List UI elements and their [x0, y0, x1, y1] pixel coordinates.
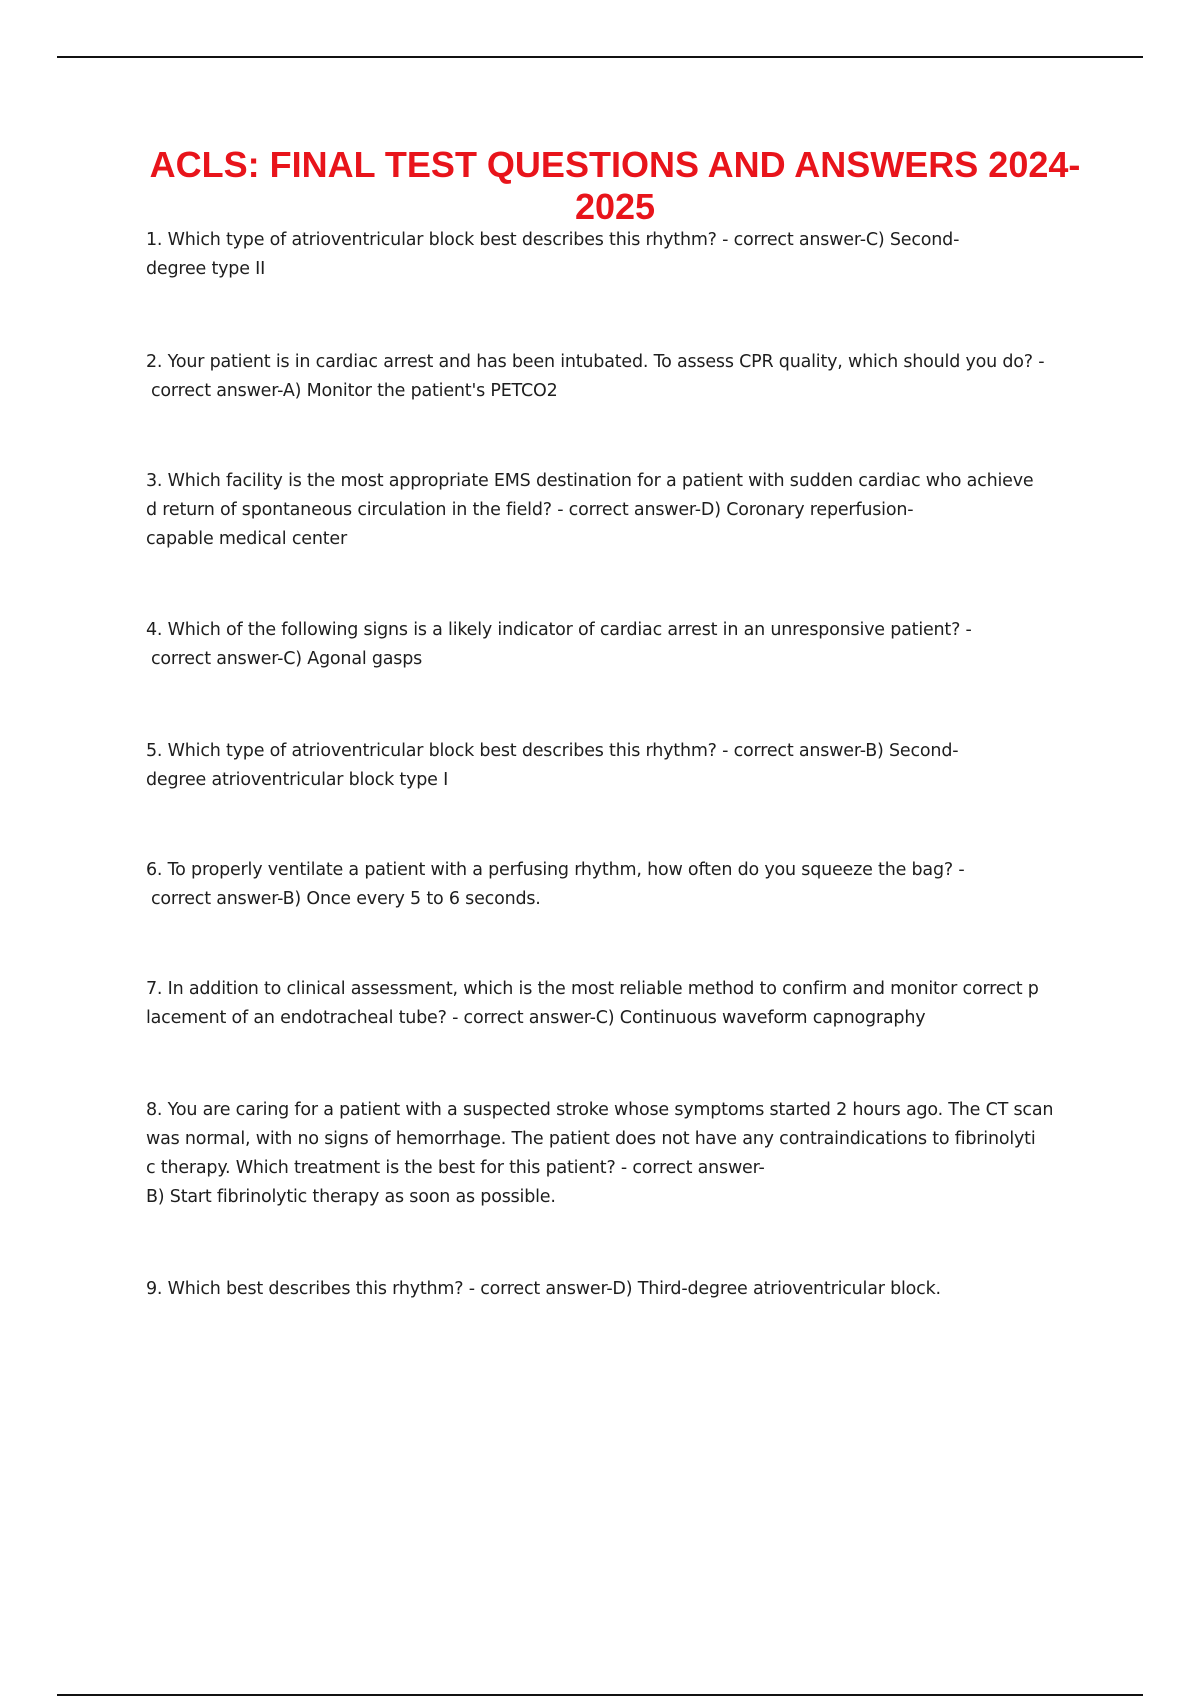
question-8 [146, 1096, 1096, 1212]
question-6-line-1: 6. To properly ventilate a patient with a perfusing rhythm, how often do you squeeze the bag? - [146, 860, 965, 880]
question-9-line-1: 9. Which best describes this rhythm? - correct answer-D) Third-degree atrioventricular block. [146, 1279, 941, 1299]
title-line-1: ACLS: FINAL TEST QUESTIONS AND ANSWERS 2024- [149, 144, 1081, 185]
question-4 [146, 616, 1096, 674]
question-1 [146, 226, 1096, 284]
question-8-line-3: c therapy. Which treatment is the best for this patient? - correct answer- [146, 1158, 765, 1178]
question-3 [146, 467, 1096, 554]
question-2-line-1: 2. Your patient is in cardiac arrest and has been intubated. To assess CPR quality, which should you do? - [146, 352, 1045, 372]
top-divider [57, 56, 1143, 58]
question-6 [146, 856, 1096, 914]
question-1-line-1: 1. Which type of atrioventricular block best describes this rhythm? - correct answer-C) Second- [146, 230, 960, 250]
question-5-line-2: degree atrioventricular block type I [146, 770, 449, 790]
question-2-line-2: correct answer-A) Monitor the patient's PETCO2 [151, 381, 558, 401]
question-9 [146, 1275, 1096, 1304]
bottom-divider [57, 1694, 1143, 1696]
question-8-line-4: B) Start fibrinolytic therapy as soon as possible. [146, 1187, 556, 1207]
question-3-line-2: d return of spontaneous circulation in the field? - correct answer-D) Coronary reperfusion- [146, 500, 914, 520]
question-4-line-2: correct answer-C) Agonal gasps [151, 649, 423, 669]
question-5 [146, 737, 1096, 795]
question-7-line-2: lacement of an endotracheal tube? - correct answer-C) Continuous waveform capnography [146, 1008, 926, 1028]
question-8-line-2: was normal, with no signs of hemorrhage. The patient does not have any contraindications to fibrinolyti [146, 1129, 1036, 1149]
question-3-line-1: 3. Which facility is the most appropriate EMS destination for a patient with sudden cardiac who achieve [146, 471, 1034, 491]
question-2 [146, 348, 1096, 406]
question-7-line-1: 7. In addition to clinical assessment, which is the most reliable method to confirm and monitor correct p [146, 979, 1039, 999]
question-4-line-1: 4. Which of the following signs is a likely indicator of cardiac arrest in an unresponsive patient? - [146, 620, 972, 640]
question-7 [146, 975, 1096, 1033]
title-line-2: 2025 [574, 186, 656, 227]
question-3-line-3: capable medical center [146, 529, 347, 549]
document-title [140, 144, 1090, 228]
question-5-line-1: 5. Which type of atrioventricular block best describes this rhythm? - correct answer-B) Second- [146, 741, 959, 761]
question-1-line-2: degree type II [146, 259, 266, 279]
question-6-line-2: correct answer-B) Once every 5 to 6 seconds. [151, 889, 541, 909]
question-8-line-1: 8. You are caring for a patient with a suspected stroke whose symptoms started 2 hours ago. The CT scan [146, 1100, 1054, 1120]
